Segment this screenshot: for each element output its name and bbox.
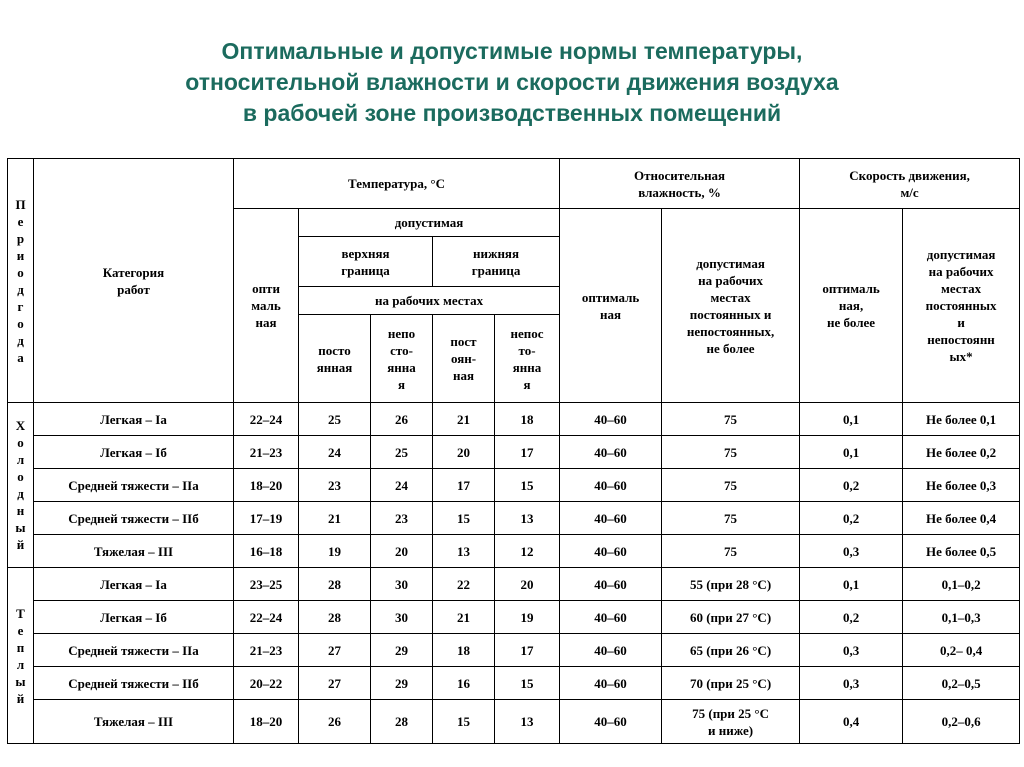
cell-t-opt: 16–18	[234, 535, 299, 568]
cell-v-opt: 0,1	[800, 436, 903, 469]
cell-v-allowed: 0,1–0,3	[903, 601, 1020, 634]
cell-t-up-perm: 27	[299, 667, 371, 700]
header-upper-bound: верхняя граница	[299, 237, 433, 287]
cell-t-up-perm: 26	[299, 700, 371, 744]
cell-v-opt: 0,1	[800, 568, 903, 601]
cell-v-opt: 0,2	[800, 502, 903, 535]
title-line-1: Оптимальные и допустимые нормы температуры,	[221, 38, 803, 64]
cell-t-up-perm: 28	[299, 601, 371, 634]
header-permanent-upper: посто янная	[299, 315, 371, 403]
header-temp-allowed: допустимая	[299, 209, 560, 237]
cell-t-low-perm: 21	[433, 403, 495, 436]
header-speed-optimal: оптималь ная, не более	[800, 209, 903, 403]
table-row	[8, 667, 1020, 700]
cell-h-allowed: 75 (при 25 °С и ниже)	[662, 700, 800, 744]
cell-v-allowed: Не более 0,1	[903, 403, 1020, 436]
cell-t-opt: 18–20	[234, 469, 299, 502]
page-title	[0, 36, 1024, 129]
cell-t-opt: 22–24	[234, 601, 299, 634]
table-row	[8, 469, 1020, 502]
cell-v-allowed: 0,2– 0,4	[903, 634, 1020, 667]
header-nonpermanent-upper: непо сто- янна я	[371, 315, 433, 403]
cell-t-opt: 22–24	[234, 403, 299, 436]
cell-t-up-nonperm: 29	[371, 634, 433, 667]
cell-h-opt: 40–60	[560, 634, 662, 667]
cell-category: Тяжелая – III	[34, 700, 234, 744]
cell-h-opt: 40–60	[560, 568, 662, 601]
title-line-2: относительной влажности и скорости движения воздуха	[185, 69, 839, 95]
cell-t-up-nonperm: 29	[371, 667, 433, 700]
cell-t-up-nonperm: 26	[371, 403, 433, 436]
cell-t-up-perm: 27	[299, 634, 371, 667]
cell-category: Средней тяжести – IIа	[34, 469, 234, 502]
cell-t-opt: 21–23	[234, 436, 299, 469]
cell-category: Средней тяжести – IIа	[34, 634, 234, 667]
cell-category: Средней тяжести – IIб	[34, 502, 234, 535]
cell-h-opt: 40–60	[560, 601, 662, 634]
cell-t-low-perm: 22	[433, 568, 495, 601]
cell-h-opt: 40–60	[560, 700, 662, 744]
cell-h-allowed: 65 (при 26 °С)	[662, 634, 800, 667]
cell-h-opt: 40–60	[560, 403, 662, 436]
cell-h-opt: 40–60	[560, 436, 662, 469]
cell-h-allowed: 60 (при 27 °С)	[662, 601, 800, 634]
cell-t-low-perm: 20	[433, 436, 495, 469]
cell-h-opt: 40–60	[560, 535, 662, 568]
norms-table	[7, 158, 1020, 744]
header-hum-allowed: допустимая на рабочих местах постоянных и непостоянных, не более	[662, 209, 800, 403]
table-row	[8, 535, 1020, 568]
cell-v-allowed: 0,1–0,2	[903, 568, 1020, 601]
cell-category: Легкая – Iб	[34, 601, 234, 634]
cell-t-low-perm: 21	[433, 601, 495, 634]
cell-v-opt: 0,1	[800, 403, 903, 436]
cell-t-opt: 23–25	[234, 568, 299, 601]
cell-t-up-perm: 23	[299, 469, 371, 502]
header-temp-optimal: опти маль ная	[234, 209, 299, 403]
cell-t-low-nonperm: 17	[495, 634, 560, 667]
cell-t-low-perm: 15	[433, 700, 495, 744]
cell-category: Средней тяжести – IIб	[34, 667, 234, 700]
cell-h-allowed: 75	[662, 502, 800, 535]
cell-h-opt: 40–60	[560, 502, 662, 535]
header-hum-optimal: оптималь ная	[560, 209, 662, 403]
cell-v-allowed: Не более 0,5	[903, 535, 1020, 568]
cell-v-opt: 0,3	[800, 535, 903, 568]
cell-t-low-nonperm: 15	[495, 667, 560, 700]
cell-t-up-nonperm: 20	[371, 535, 433, 568]
header-temperature: Температура, °С	[234, 159, 560, 209]
cell-h-allowed: 70 (при 25 °С)	[662, 667, 800, 700]
cell-v-allowed: Не более 0,3	[903, 469, 1020, 502]
cell-t-low-nonperm: 12	[495, 535, 560, 568]
table-row	[8, 502, 1020, 535]
cell-v-allowed: 0,2–0,5	[903, 667, 1020, 700]
table-row	[8, 700, 1020, 744]
cell-t-up-nonperm: 24	[371, 469, 433, 502]
cell-t-up-perm: 25	[299, 403, 371, 436]
cell-t-low-perm: 13	[433, 535, 495, 568]
cell-t-up-perm: 19	[299, 535, 371, 568]
cell-h-allowed: 75	[662, 436, 800, 469]
cell-t-up-perm: 21	[299, 502, 371, 535]
cell-t-low-nonperm: 17	[495, 436, 560, 469]
cell-h-allowed: 75	[662, 469, 800, 502]
cell-h-allowed: 55 (при 28 °С)	[662, 568, 800, 601]
table-row	[8, 436, 1020, 469]
header-speed: Скорость движения, м/с	[800, 159, 1020, 209]
cell-t-low-perm: 16	[433, 667, 495, 700]
cell-t-up-nonperm: 23	[371, 502, 433, 535]
cell-t-low-nonperm: 19	[495, 601, 560, 634]
cell-v-opt: 0,4	[800, 700, 903, 744]
cell-t-up-nonperm: 30	[371, 568, 433, 601]
header-permanent-lower: пост оян- ная	[433, 315, 495, 403]
cell-t-up-nonperm: 28	[371, 700, 433, 744]
cell-t-low-nonperm: 18	[495, 403, 560, 436]
cell-t-low-perm: 17	[433, 469, 495, 502]
cell-t-opt: 21–23	[234, 634, 299, 667]
cell-t-opt: 20–22	[234, 667, 299, 700]
cell-category: Легкая – Iб	[34, 436, 234, 469]
cell-t-up-perm: 24	[299, 436, 371, 469]
cell-t-low-perm: 18	[433, 634, 495, 667]
table-row	[8, 568, 1020, 601]
header-at-workplaces: на рабочих местах	[299, 287, 560, 315]
cell-t-low-nonperm: 15	[495, 469, 560, 502]
cell-t-low-nonperm: 13	[495, 502, 560, 535]
cell-v-opt: 0,2	[800, 601, 903, 634]
table-row	[8, 601, 1020, 634]
header-nonpermanent-lower: непос то- янна я	[495, 315, 560, 403]
cell-t-low-nonperm: 13	[495, 700, 560, 744]
cell-t-up-perm: 28	[299, 568, 371, 601]
cell-v-opt: 0,3	[800, 667, 903, 700]
cell-h-allowed: 75	[662, 403, 800, 436]
period-warm: Т е п л ы й	[8, 568, 34, 744]
cell-category: Тяжелая – III	[34, 535, 234, 568]
cell-t-opt: 18–20	[234, 700, 299, 744]
cell-t-up-nonperm: 25	[371, 436, 433, 469]
cell-h-opt: 40–60	[560, 667, 662, 700]
header-category: Категория работ	[34, 159, 234, 403]
cell-v-opt: 0,2	[800, 469, 903, 502]
table-row	[8, 634, 1020, 667]
period-cold: Х о л о д н ы й	[8, 403, 34, 568]
cell-v-allowed: 0,2–0,6	[903, 700, 1020, 744]
cell-category: Легкая – Iа	[34, 568, 234, 601]
cell-v-allowed: Не более 0,4	[903, 502, 1020, 535]
cell-h-allowed: 75	[662, 535, 800, 568]
cell-t-up-nonperm: 30	[371, 601, 433, 634]
cell-t-opt: 17–19	[234, 502, 299, 535]
cell-v-allowed: Не более 0,2	[903, 436, 1020, 469]
cell-category: Легкая – Iа	[34, 403, 234, 436]
cell-h-opt: 40–60	[560, 469, 662, 502]
header-lower-bound: нижняя граница	[433, 237, 560, 287]
table-row	[8, 403, 1020, 436]
header-period: П е р и о д г о д а	[8, 159, 34, 403]
cell-v-opt: 0,3	[800, 634, 903, 667]
header-humidity: Относительная влажность, %	[560, 159, 800, 209]
header-speed-allowed: допустимая на рабочих местах постоянных и непостоянн ых*	[903, 209, 1020, 403]
cell-t-low-perm: 15	[433, 502, 495, 535]
cell-t-low-nonperm: 20	[495, 568, 560, 601]
title-line-3: в рабочей зоне производственных помещений	[242, 100, 782, 126]
